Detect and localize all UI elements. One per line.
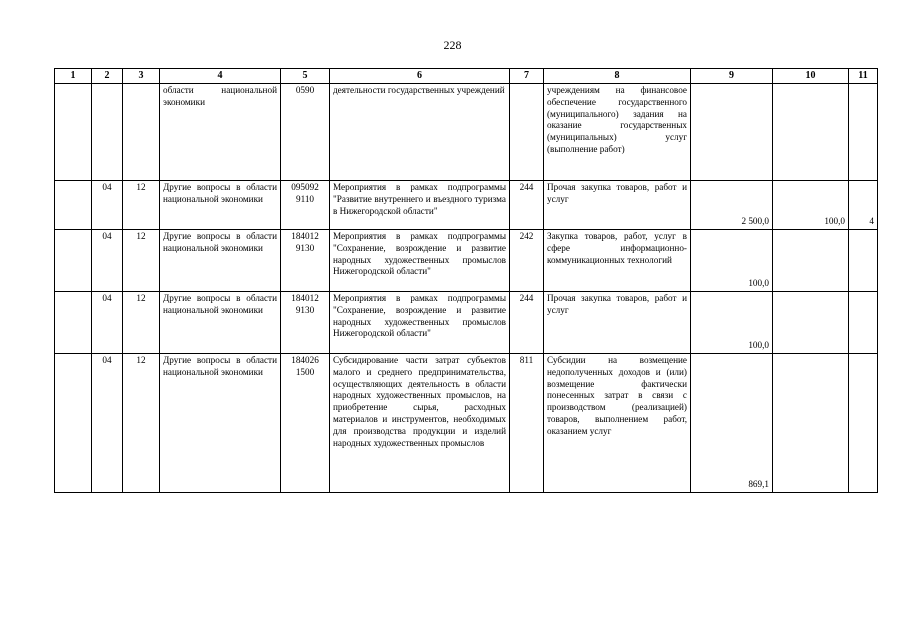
table-cell: [849, 354, 878, 493]
column-header: 7: [510, 69, 544, 84]
table-cell: 04: [92, 292, 123, 354]
table-cell: 04: [92, 230, 123, 292]
table-cell: Субсидии на возмещение недополученных доходов и (или) возмещение фактически понесенных затрат в связи с производством (реализацией) товаров, выполнением работ, оказанием услуг: [544, 354, 691, 493]
table-cell: [773, 354, 849, 493]
table-cell: [123, 84, 160, 181]
table-cell: [773, 230, 849, 292]
column-header: 6: [330, 69, 510, 84]
table-cell: [510, 84, 544, 181]
table-cell: [55, 84, 92, 181]
table-cell: 100,0: [691, 230, 773, 292]
column-header: 8: [544, 69, 691, 84]
table-row: [55, 84, 878, 181]
table-cell: 811: [510, 354, 544, 493]
table-cell: 095092 9110: [281, 181, 330, 230]
table-cell: 242: [510, 230, 544, 292]
table-cell: учреждениям на финансовое обеспечение государственного (муниципального) задания на оказание государственных (муниципальных) услуг (выполнение работ): [544, 84, 691, 181]
table-row: [55, 230, 878, 292]
table-cell: 184012 9130: [281, 230, 330, 292]
table-cell: 869,1: [691, 354, 773, 493]
page-number: 228: [443, 38, 462, 52]
table-cell: 184026 1500: [281, 354, 330, 493]
table-cell: 04: [92, 181, 123, 230]
table-header-row: [55, 69, 878, 84]
column-header: 9: [691, 69, 773, 84]
table-cell: Мероприятия в рамках подпрограммы "Сохранение, возрождение и развитие народных художественных промыслов Нижегородской области": [330, 230, 510, 292]
column-header: 4: [160, 69, 281, 84]
table-cell: [55, 292, 92, 354]
column-header: 1: [55, 69, 92, 84]
column-header: 3: [123, 69, 160, 84]
table-cell: Субсидирование части затрат субъектов малого и среднего предпринимательства, осуществляющих деятельность в области народных художественных промыслов, на приобретение сырья, расходных материалов и инструментов, необходимых для производства продукции и изделий народных художественных промыслов: [330, 354, 510, 493]
table-cell: Другие вопросы в области национальной экономики: [160, 181, 281, 230]
table-cell: 12: [123, 354, 160, 493]
table-cell: 04: [92, 354, 123, 493]
table-cell: 244: [510, 292, 544, 354]
budget-table: [54, 68, 878, 493]
table-row: [55, 292, 878, 354]
table-cell: области национальной экономики: [160, 84, 281, 181]
table-cell: Другие вопросы в области национальной экономики: [160, 354, 281, 493]
table-cell: [773, 292, 849, 354]
table-cell: [691, 84, 773, 181]
column-header: 10: [773, 69, 849, 84]
table-cell: 100,0: [773, 181, 849, 230]
table-cell: 100,0: [691, 292, 773, 354]
table-cell: [55, 354, 92, 493]
table-row: [55, 354, 878, 493]
table-row: [55, 181, 878, 230]
table-cell: 2 500,0: [691, 181, 773, 230]
table-cell: 12: [123, 230, 160, 292]
column-header: 5: [281, 69, 330, 84]
table-cell: [849, 84, 878, 181]
table-cell: Мероприятия в рамках подпрограммы "Развитие внутреннего и въездного туризма в Нижегородской области": [330, 181, 510, 230]
table-cell: Прочая закупка товаров, работ и услуг: [544, 292, 691, 354]
table-cell: Другие вопросы в области национальной экономики: [160, 230, 281, 292]
table-cell: [55, 181, 92, 230]
column-header: 11: [849, 69, 878, 84]
table-cell: [92, 84, 123, 181]
table-cell: [773, 84, 849, 181]
table-cell: Закупка товаров, работ, услуг в сфере информационно-коммуникационных технологий: [544, 230, 691, 292]
table-cell: [55, 230, 92, 292]
table-cell: 12: [123, 292, 160, 354]
table-cell: 4: [849, 181, 878, 230]
column-header: 2: [92, 69, 123, 84]
table-cell: 0590: [281, 84, 330, 181]
table-cell: 184012 9130: [281, 292, 330, 354]
table-cell: 12: [123, 181, 160, 230]
table-cell: деятельности государственных учреждений: [330, 84, 510, 181]
table-cell: Мероприятия в рамках подпрограммы "Сохранение, возрождение и развитие народных художественных промыслов Нижегородской области": [330, 292, 510, 354]
table-cell: [849, 292, 878, 354]
table-cell: Прочая закупка товаров, работ и услуг: [544, 181, 691, 230]
table-cell: 244: [510, 181, 544, 230]
table-cell: Другие вопросы в области национальной экономики: [160, 292, 281, 354]
table-cell: [849, 230, 878, 292]
